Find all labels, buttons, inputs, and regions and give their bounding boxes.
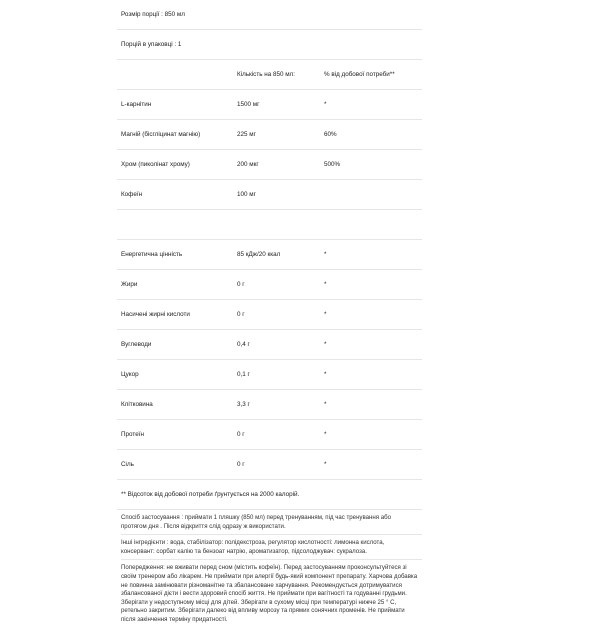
other-ingredients: Інші інгредієнти : вода, стабілізатор: полідекстроза, регулятор кислотності: лимонна кислота, консервант: сорбат калію та бензоат натрію, ароматизатор, підсолоджувач: сукралоза. bbox=[121, 539, 422, 560]
nutrient-name: Цукор bbox=[117, 360, 233, 390]
ingredient-amount: 200 мкг bbox=[233, 150, 320, 180]
ingredient-daily-value bbox=[320, 180, 422, 210]
ingredient-amount: 100 мг bbox=[233, 180, 320, 210]
nutrient-daily-value: * bbox=[320, 330, 422, 360]
ingredient-amount: 225 мг bbox=[233, 120, 320, 150]
nutrient-name: Вуглеводи bbox=[117, 330, 233, 360]
ingredient-daily-value: 500% bbox=[320, 150, 422, 180]
nutrient-amount: 0,1 г bbox=[233, 360, 320, 390]
table-row bbox=[117, 150, 422, 180]
nutrient-amount: 0 г bbox=[233, 420, 320, 450]
nutrient-daily-value: * bbox=[320, 420, 422, 450]
table-row bbox=[117, 300, 422, 330]
table-row bbox=[117, 240, 422, 270]
table-row bbox=[117, 390, 422, 420]
ingredient-name: Хром (пиколінат хрому) bbox=[117, 150, 233, 180]
table-row bbox=[117, 420, 422, 450]
nutrient-daily-value: * bbox=[320, 270, 422, 300]
daily-value-header: % від добової потреби** bbox=[320, 60, 422, 90]
nutrient-amount: 0 г bbox=[233, 270, 320, 300]
product-notes bbox=[117, 510, 422, 628]
nutrient-name: Протеїн bbox=[117, 420, 233, 450]
table-header bbox=[117, 60, 422, 90]
nutrient-amount: 0 г bbox=[233, 450, 320, 480]
amount-header: Кількість на 850 мл: bbox=[233, 60, 320, 90]
ingredient-daily-value: * bbox=[320, 90, 422, 120]
table-spacer bbox=[117, 210, 422, 240]
table-row bbox=[117, 120, 422, 150]
table-footnote-row bbox=[117, 480, 422, 510]
table-row bbox=[117, 450, 422, 480]
nutrient-name: Клітковина bbox=[117, 390, 233, 420]
serving-size: Розмір порції : 850 мл bbox=[117, 0, 233, 30]
table-row bbox=[117, 360, 422, 390]
nutrient-name: Жири bbox=[117, 270, 233, 300]
nutrient-daily-value: * bbox=[320, 240, 422, 270]
nutrient-daily-value: * bbox=[320, 450, 422, 480]
nutrient-amount: 0,4 г bbox=[233, 330, 320, 360]
table-row bbox=[117, 180, 422, 210]
nutrient-amount: 85 кДж/20 ккал bbox=[233, 240, 320, 270]
serving-size-row bbox=[117, 0, 422, 30]
servings-per-pack: Порцій в упаковці : 1 bbox=[117, 30, 233, 60]
supplement-facts bbox=[117, 0, 422, 632]
table-row bbox=[117, 90, 422, 120]
ingredient-amount: 1500 мг bbox=[233, 90, 320, 120]
nutrient-daily-value: * bbox=[320, 360, 422, 390]
warning-text: Попередження: не вживати перед сном (містить кофеїн). Перед застосуванням проконсультуйтеся зі своїм тренером або лікарем. Не приймати при алергії будь-який компонент препарату. Харчова добавка не повинна замінювати різноманітне та збалансоване харчування. Рекомендується дотримуватися збалансованої дієти і вести здоровий спосіб життя. Не приймати при вагітності та годуванні грудьми. Зберігати у недоступному місці для дітей. Зберігати в сухому місці при температурі нижче 25 ° С, ретельно закритим. Зберігати далеко від впливу морозу та прямих сонячних променів. Не приймати після закінчення терміну придатності. bbox=[121, 564, 418, 623]
ingredient-name: Магній (бісгліцинат магнію) bbox=[117, 120, 233, 150]
nutrient-amount: 3,3 г bbox=[233, 390, 320, 420]
ingredient-name: Кофеїн bbox=[117, 180, 233, 210]
table-row bbox=[117, 270, 422, 300]
ingredient-daily-value: 60% bbox=[320, 120, 422, 150]
ingredient-name: L-карнітин bbox=[117, 90, 233, 120]
nutrition-table bbox=[117, 0, 422, 510]
servings-per-pack-row bbox=[117, 30, 422, 60]
nutrient-amount: 0 г bbox=[233, 300, 320, 330]
usage-instructions: Спосіб застосування : приймати 1 пляшку (850 мл) перед тренуванням, під час тренування або протягом дня . Після відкриття слід одразу ж використати. bbox=[121, 514, 422, 535]
nutrient-name: Енергетична цінність bbox=[117, 240, 233, 270]
nutrient-daily-value: * bbox=[320, 300, 422, 330]
daily-value-footnote: ** Відсоток від добової потреби ґрунтується на 2000 калорій. bbox=[117, 480, 422, 510]
nutrient-name: Сіль bbox=[117, 450, 233, 480]
nutrient-name: Насичені жирні кислоти bbox=[117, 300, 233, 330]
table-row bbox=[117, 330, 422, 360]
nutrient-daily-value: * bbox=[320, 390, 422, 420]
